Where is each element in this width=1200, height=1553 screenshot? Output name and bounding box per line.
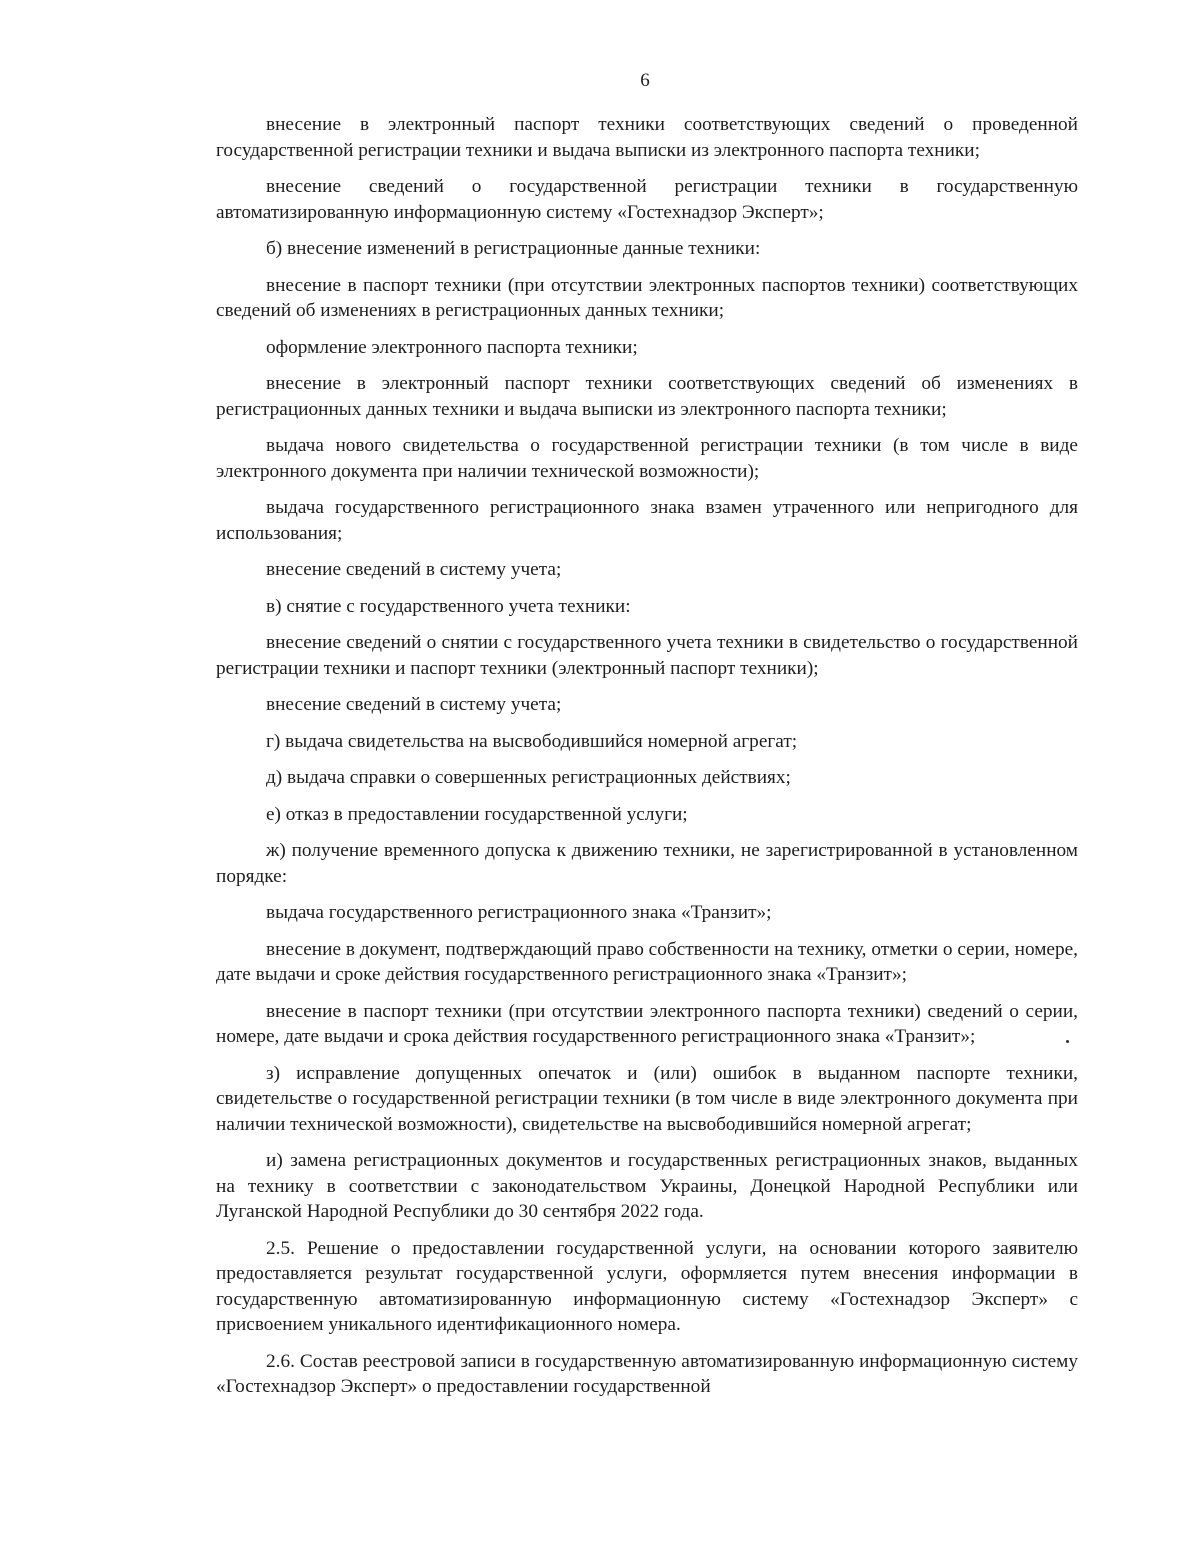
- paragraph-electronic-passport-registration: внесение в электронный паспорт техники соответствующих сведений о проведенной государственной регистрации техники и выдача выписки из электронного паспорта техники;: [216, 114, 1078, 161]
- paragraph-section-2-5: 2.5. Решение о предоставлении государственной услуги, на основании которого заявителю предоставляется результат государственной услуги, оформляется путем внесения информации в государственную автоматизированную информационную систему «Гостехнадзор Эксперт» с присвоением уникального идентификационного номера.: [216, 1237, 1078, 1335]
- scan-speck: [1066, 1040, 1069, 1043]
- paragraph-gais-registration: внесение сведений о государственной регистрации техники в государственную автоматизированную информационную систему «Гостехнадзор Эксперт»;: [216, 176, 1078, 223]
- paragraph-passport-changes: внесение в паспорт техники (при отсутствии электронных паспортов техники) соответствующих сведений об изменениях в регистрационных данных техники;: [216, 274, 1078, 321]
- document-body: [216, 112, 1078, 1411]
- paragraph-electronic-passport-changes: внесение в электронный паспорт техники соответствующих сведений об изменениях в регистрационных данных техники и выдача выписки из электронного паспорта техники;: [216, 373, 1078, 420]
- paragraph-item-g: г) выдача свидетельства на высвободившийся номерной агрегат;: [266, 730, 798, 752]
- paragraph-section-2-6: 2.6. Состав реестровой записи в государственную автоматизированную информационную систему «Гостехнадзор Эксперт» о предоставлении государственной: [216, 1350, 1078, 1397]
- paragraph-deregistration-record: внесение сведений о снятии с государственного учета техники в свидетельство о государственной регистрации техники и паспорт техники (электронный паспорт техники);: [216, 632, 1078, 679]
- paragraph-registry-entry: внесение сведений в систему учета;: [266, 559, 562, 580]
- paragraph-item-d: д) выдача справки о совершенных регистрационных действиях;: [266, 767, 791, 788]
- paragraph-transit-plate: выдача государственного регистрационного знака «Транзит»;: [266, 902, 772, 923]
- paragraph-item-zh: ж) получение временного допуска к движению техники, не зарегистрированной в установленном порядке:: [216, 840, 1078, 887]
- paragraph-item-v: в) снятие с государственного учета техники:: [266, 595, 631, 617]
- paragraph-item-e: е) отказ в предоставлении государственной услуги;: [266, 803, 688, 825]
- paragraph-item-b: б) внесение изменений в регистрационные данные техники:: [266, 238, 761, 259]
- paragraph-new-certificate: выдача нового свидетельства о государственной регистрации техники (в том числе в виде электронного документа при наличии технической возможности);: [216, 435, 1078, 482]
- paragraph-registry-entry-2: внесение сведений в систему учета;: [266, 694, 562, 715]
- paragraph-electronic-passport-issue: оформление электронного паспорта техники;: [266, 336, 638, 358]
- page-number: 6: [640, 70, 650, 91]
- paragraph-ownership-document-mark: внесение в документ, подтверждающий право собственности на технику, отметки о серии, номере, дате выдачи и сроке действия государственного регистрационного знака «Транзит»;: [216, 938, 1078, 985]
- paragraph-passport-transit-record: внесение в паспорт техники (при отсутствии электронного паспорта техники) сведений о серии, номере, дате выдачи и срока действия государственного регистрационного знака «Транзит»;: [216, 1000, 1078, 1047]
- paragraph-item-z: з) исправление допущенных опечаток и (или) ошибок в выданном паспорте техники, свидетельстве о государственной регистрации техники (в том числе в виде электронного документа при наличии технической возможности), свидетельстве на высвободившийся номерной агрегат;: [216, 1062, 1078, 1135]
- paragraph-item-i: и) замена регистрационных документов и государственных регистрационных знаков, выданных на технику в соответствии с законодательством Украины, Донецкой Народной Республики или Луганской Народной Республики до 30 сентября 2022 года.: [216, 1150, 1078, 1222]
- paragraph-plate-replacement: выдача государственного регистрационного знака взамен утраченного или непригодного для использования;: [216, 497, 1078, 544]
